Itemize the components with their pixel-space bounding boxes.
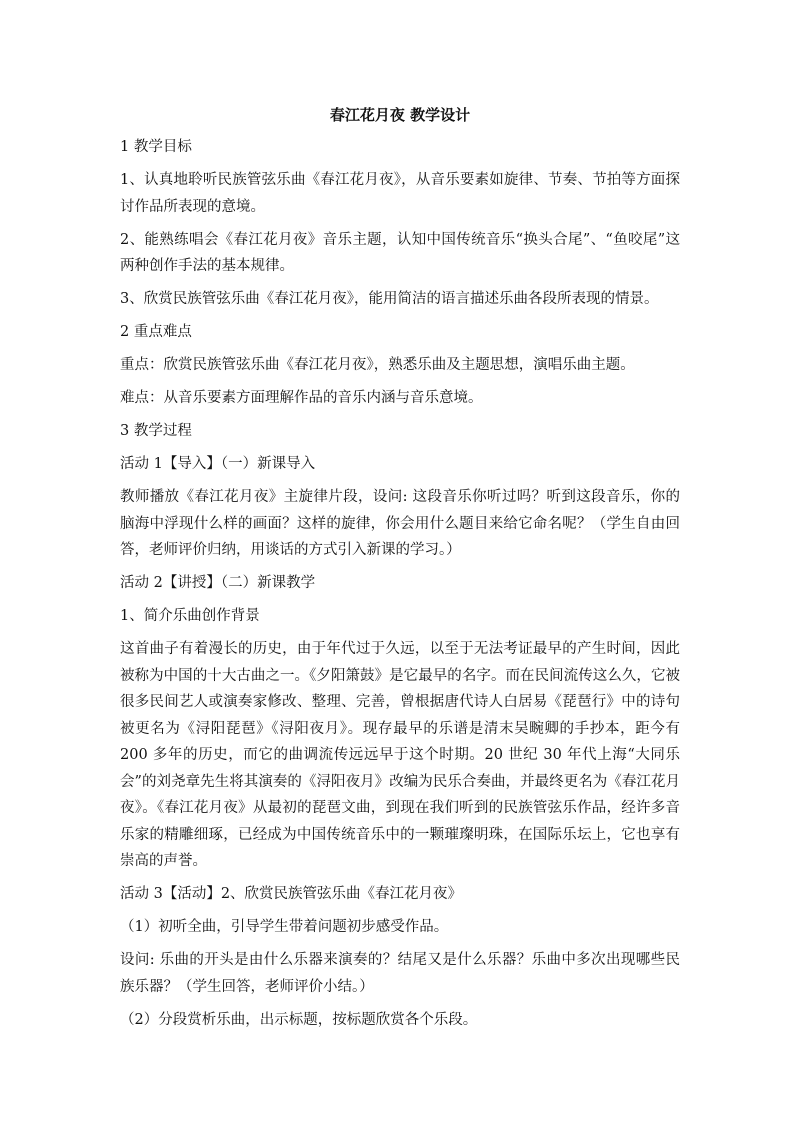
- listen-step-1: （1）初听全曲，引导学生带着问题初步感受作品。: [120, 919, 449, 935]
- key-point: 重点：欣赏民族管弦乐曲《春江花月夜》，熟悉乐曲及主题思想，演唱乐曲主题。: [120, 357, 635, 373]
- objective-2: 2、能熟练唱会《春江花月夜》音乐主题，认知中国传统音乐“换头合尾”、“鱼咬尾”这两种创作手法的基本规律。: [120, 231, 680, 274]
- background-text: 这首曲子有着漫长的历史，由于年代过于久远，以至于无法考证最早的产生时间，因此被称为中国的十大古曲之一。《夕阳箫鼓》是它最早的名字。而在民间流传这么久，它被很多民间艺人或演奏家修改、整理、完善，曾根据唐代诗人白居易《琵琶行》中的诗句被更名为《浔阳琵琶》《浔阳夜月》。现存最早的乐谱是清末吴畹卿的手抄本，距今有 200 多年的历史，而它的曲调流传远远早于这个时期。20 世纪 30 年代上海“大同乐会”的刘尧章先生将其演奏的《浔阳夜月》改编为民乐合奏曲，并最终更名为《春江花月夜》。《春江花月夜》从最初的琵琶文曲，到现在我们听到的民族管弦乐作品，经许多音乐家的精雕细琢，已经成为中国传统音乐中的一颗璀璨明珠，在国际乐坛上，它也享有崇高的声誉。: [120, 641, 680, 869]
- activity-1-heading: 活动 1【导入】（一）新课导入: [120, 456, 316, 472]
- background-heading: 1、简介乐曲创作背景: [120, 608, 260, 624]
- activity-2-heading: 活动 2【讲授】（二）新课教学: [120, 575, 316, 591]
- listen-question: 设问: 乐曲的开头是由什么乐器来演奏的？结尾又是什么乐器？乐曲中多次出现哪些民族乐器？（学生回答，老师评价小结。）: [120, 952, 680, 995]
- objective-1: 1、认真地聆听民族管弦乐曲《春江花月夜》，从音乐要素如旋律、节奏、节拍等方面探讨作品所表现的意境。: [120, 172, 680, 215]
- listen-step-2: （2）分段赏析乐曲，出示标题，按标题欣赏各个乐段。: [120, 1011, 478, 1028]
- document-title: 春江花月夜 教学设计: [329, 106, 471, 124]
- section-heading-process: 3 教学过程: [120, 423, 192, 439]
- activity-1-text: 教师播放《春江花月夜》主旋律片段，设问: 这段音乐你听过吗？听到这段音乐，你的脑海中浮现什么样的画面？这样的旋律，你会用什么题目来给它命名呢？（学生自由回答，老师评价归纳，用谈话的方式引入新课的学习。）: [120, 489, 680, 558]
- section-heading-key-points: 2 重点难点: [120, 324, 192, 340]
- activity-3-heading: 活动 3【活动】2、欣赏民族管弦乐曲《春江花月夜》: [120, 886, 463, 902]
- difficult-point: 难点：从音乐要素方面理解作品的音乐内涵与音乐意境。: [120, 390, 483, 406]
- section-heading-objectives: 1 教学目标: [120, 139, 192, 155]
- objective-3: 3、欣赏民族管弦乐曲《春江花月夜》，能用简洁的语言描述乐曲各段所表现的情景。: [120, 291, 659, 307]
- document-body: [120, 102, 680, 1040]
